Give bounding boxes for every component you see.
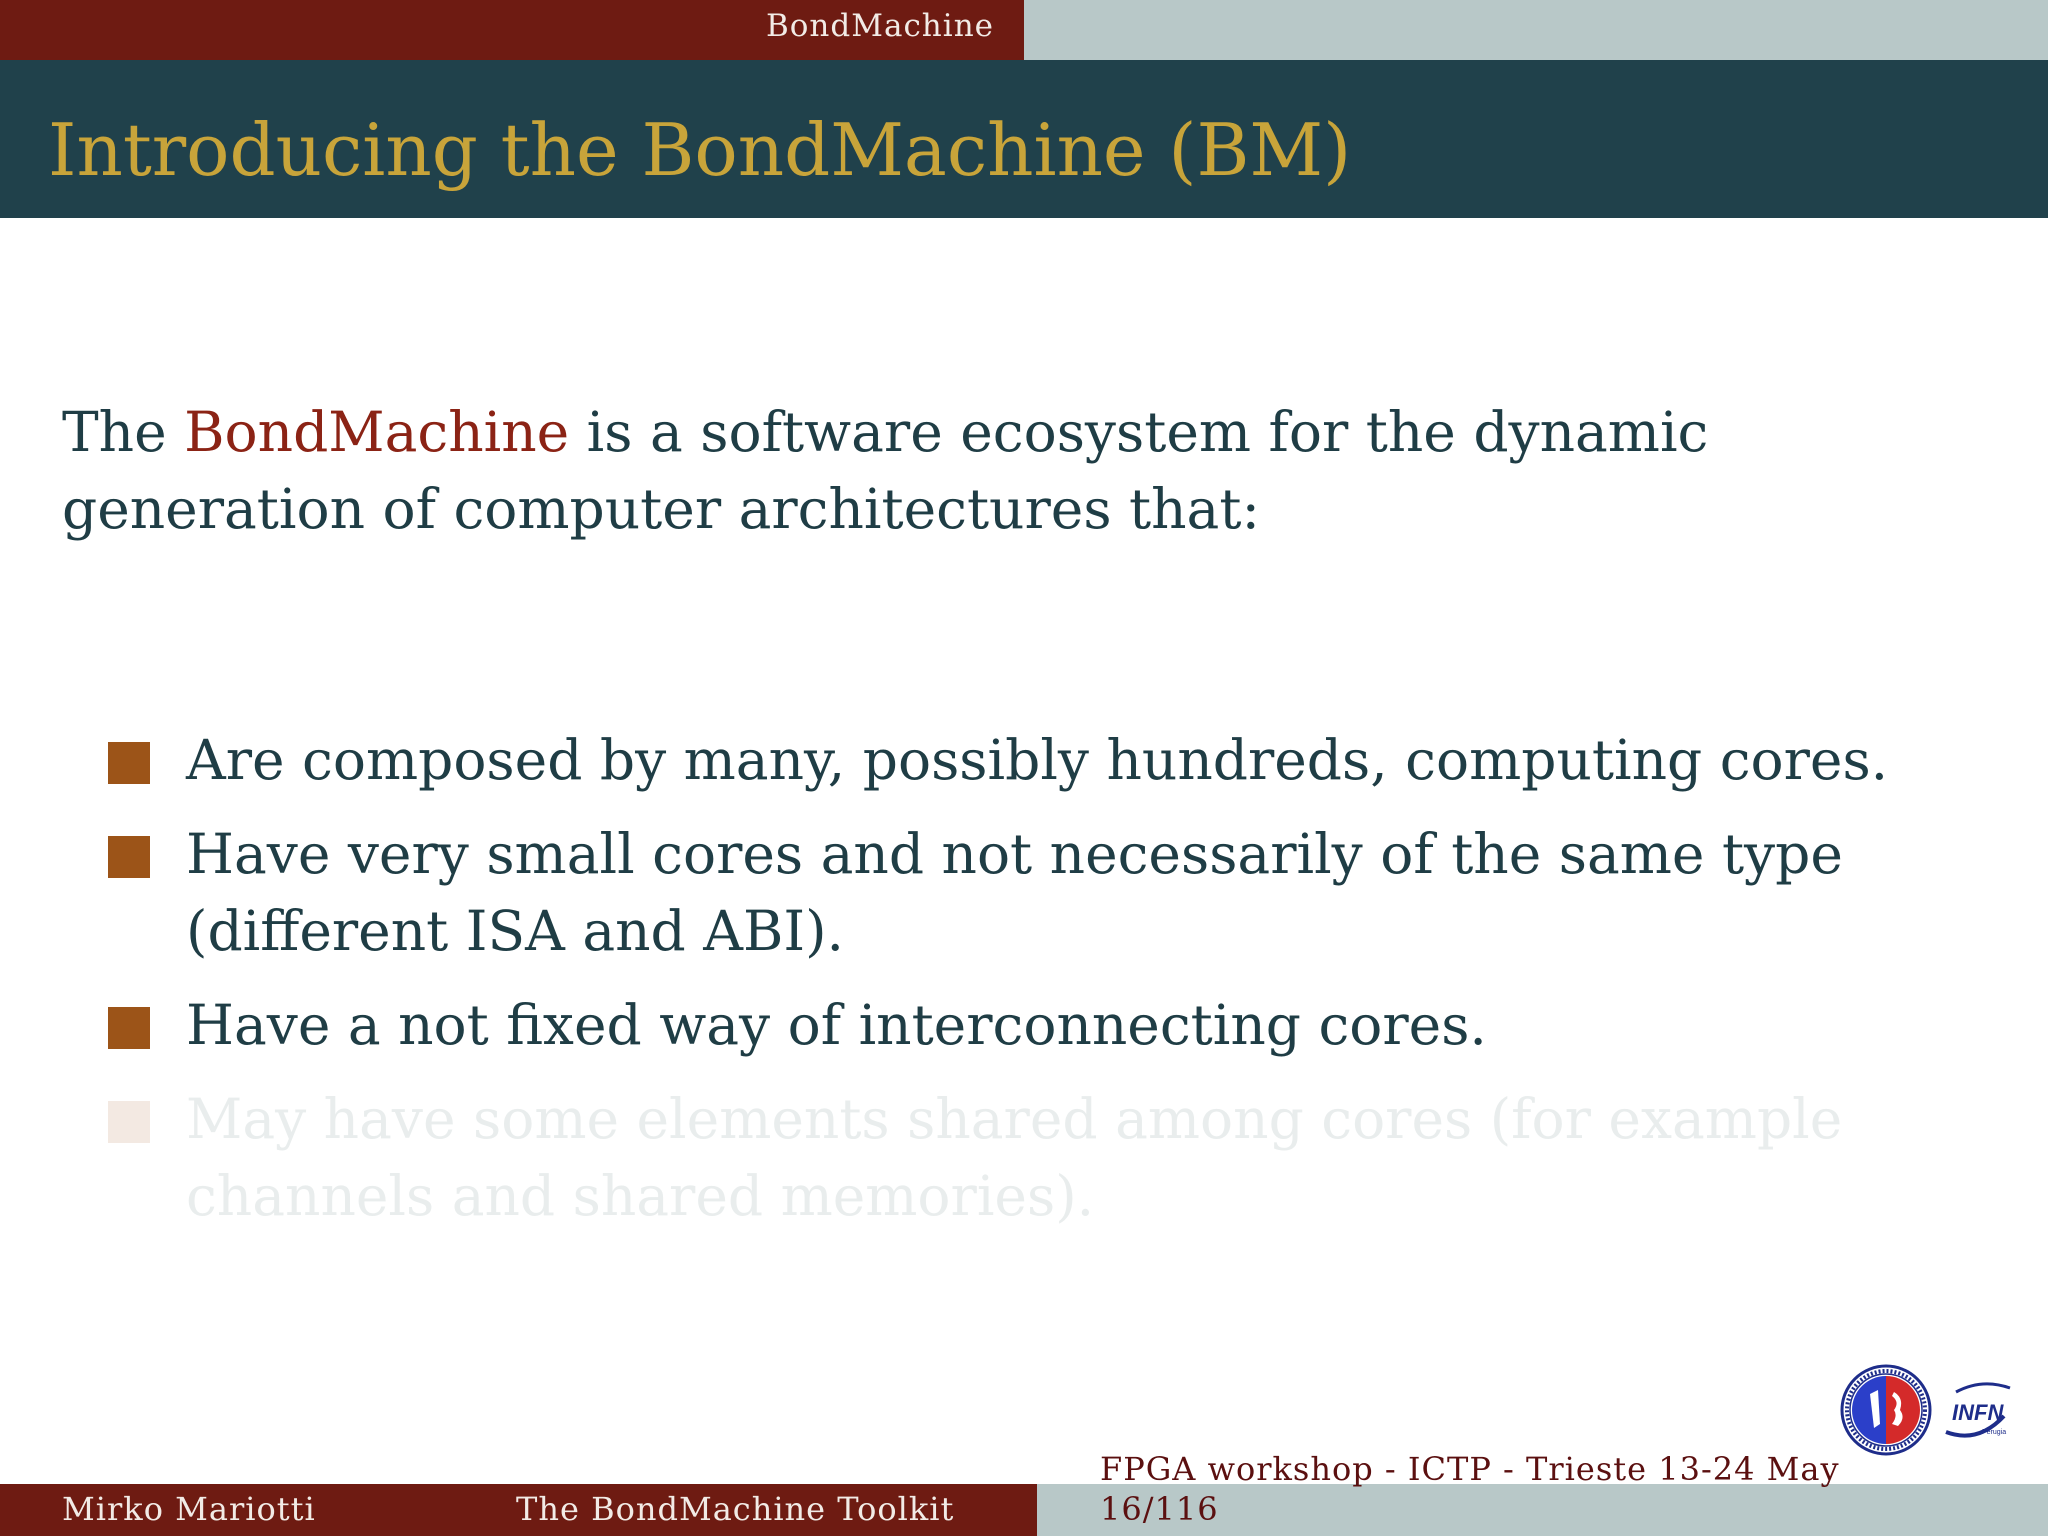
- intro-paragraph: [62, 394, 2002, 548]
- bullet-square-icon: [108, 742, 150, 784]
- bullet-square-icon: [108, 1007, 150, 1049]
- section-name[interactable]: BondMachine: [765, 8, 994, 44]
- bullet-square-icon: [108, 1101, 150, 1143]
- header-bar-left: [0, 0, 1024, 60]
- infn-logo-subtext: Perugia: [1982, 1429, 2007, 1436]
- bullet-text: Have a not fixed way of interconnecting cores.: [186, 993, 1487, 1057]
- footer-author: Mirko Mariotti: [62, 1490, 316, 1528]
- slide-title: Introducing the BondMachine (BM): [48, 108, 1352, 192]
- title-bar: [0, 60, 2048, 218]
- bullet-text: Have very small cores and not necessarily of the same type (different ISA and ABI).: [186, 822, 1843, 963]
- university-perugia-seal-icon: [1840, 1364, 1932, 1456]
- bullet-item-faded: [108, 1081, 2008, 1235]
- infn-logo-text: INFN: [1952, 1400, 2004, 1425]
- header-bar-right: [1024, 0, 2048, 60]
- intro-suffix: is a software ecosystem for the dynamic generation of computer architectures that:: [62, 400, 1709, 541]
- intro-prefix: The: [62, 400, 185, 464]
- bullet-square-icon: [108, 836, 150, 878]
- footer-event: FPGA workshop - ICTP - Trieste 13-24 May: [1100, 1450, 1840, 1488]
- bullet-item: [108, 722, 2008, 799]
- footer-short-title: The BondMachine Toolkit: [516, 1490, 955, 1528]
- bullet-item: [108, 987, 2008, 1064]
- bullet-text: Are composed by many, possibly hundreds, computing cores.: [186, 728, 1889, 792]
- infn-logo-icon: [1938, 1370, 2018, 1450]
- intro-highlight: BondMachine: [184, 400, 570, 464]
- bullet-text: May have some elements shared among cores (for example channels and shared memories).: [186, 1087, 1843, 1228]
- bullet-item: [108, 816, 2008, 970]
- bullet-list: [108, 722, 2008, 1252]
- footer-page-number: 16/116: [1100, 1490, 1219, 1528]
